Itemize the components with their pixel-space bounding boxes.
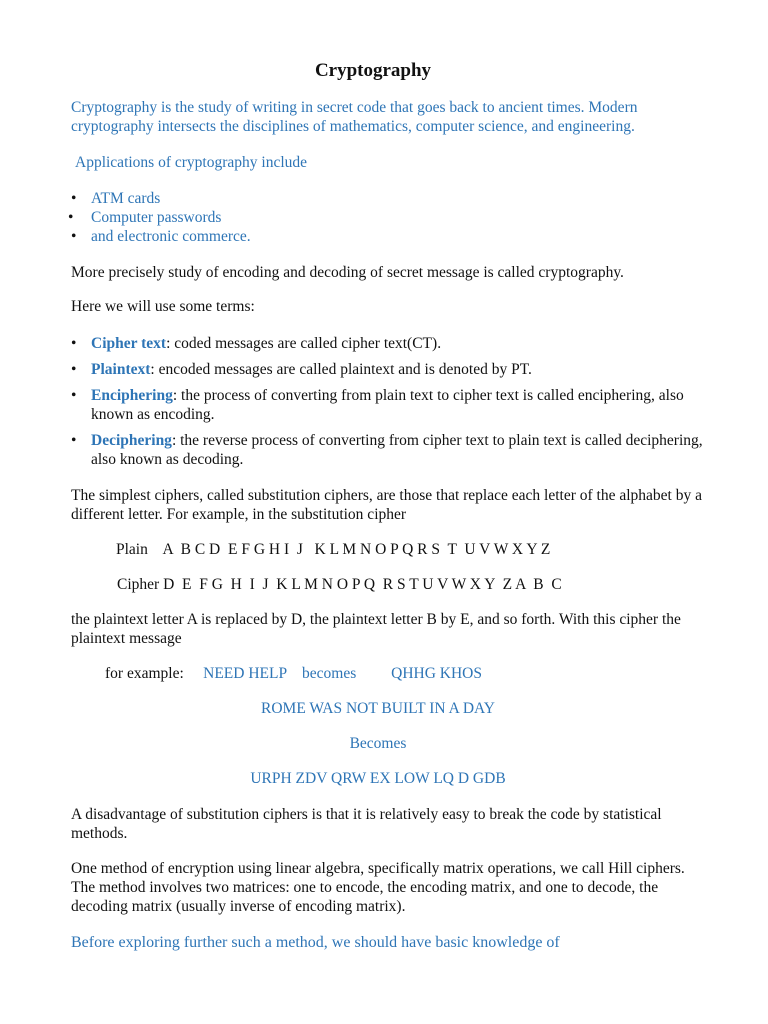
disadvantage-paragraph: A disadvantage of substitution ciphers is that it is relatively easy to break the code by statistical methods. — [71, 806, 662, 842]
bullet-icon: • — [71, 432, 77, 449]
example-cipher-2: URPH ZDV QRW EX LOW LQ D GDB — [250, 770, 506, 787]
cipher-label: Cipher — [117, 576, 160, 593]
bullet-icon: • — [71, 228, 77, 245]
example-becomes: becomes — [302, 665, 357, 682]
cipher-alphabet-row — [117, 575, 562, 594]
list-item: • Computer passwords — [68, 209, 222, 226]
list-item: • ATM cards — [71, 190, 161, 207]
terms-list — [71, 334, 721, 476]
example-plain-2: ROME WAS NOT BUILT IN A DAY — [261, 700, 495, 717]
term-label: Plaintext — [91, 361, 151, 378]
replacement-paragraph: the plaintext letter A is replaced by D, the plaintext letter B by E, and so forth. With this cipher the plaintext message — [71, 611, 681, 647]
example-row — [105, 664, 482, 683]
bullet-icon: • — [71, 190, 77, 207]
term-definition: : encoded messages are called plaintext and is denoted by PT. — [150, 361, 532, 378]
plain-alphabet-row — [116, 540, 550, 559]
example-cipher: QHHG KHOS — [391, 665, 482, 682]
applications-heading: Applications of cryptography include — [75, 154, 308, 171]
page-title: Cryptography — [314, 60, 432, 81]
hill-cipher-paragraph: One method of encryption using linear algebra, specifically matrix operations, we call Hill ciphers. The method involves two matrices: one to encode, the encoding matrix, and one to decode, the decoding matrix (usually inverse of encoding matrix). — [71, 860, 685, 915]
substitution-intro: The simplest ciphers, called substitution ciphers, are those that replace each letter of the alphabet by a different letter. For example, in the substitution cipher — [71, 487, 702, 523]
bullet-icon: • — [68, 209, 74, 226]
terms-intro: Here we will use some terms: — [71, 298, 255, 315]
plain-alphabet: A B C D E F G H I J K L M N O P Q R S T U V W X Y Z — [162, 541, 551, 558]
bullet-icon: • — [71, 361, 77, 378]
term-label: Cipher text — [91, 335, 167, 352]
term-label: Enciphering — [91, 387, 173, 404]
plain-label: Plain — [116, 541, 148, 558]
term-definition: : coded messages are called cipher text(CT). — [166, 335, 442, 352]
bullet-icon: • — [71, 387, 77, 404]
term-definition: : the reverse process of converting from cipher text to plain text is called deciphering, also known as decoding. — [91, 432, 703, 468]
example-plain: NEED HELP — [203, 665, 287, 682]
list-item — [71, 431, 721, 469]
bullet-icon: • — [71, 335, 77, 352]
applications-list — [68, 189, 721, 246]
before-exploring-paragraph: Before exploring further such a method, we should have basic knowledge of — [71, 934, 560, 951]
term-definition: : the process of converting from plain text to cipher text is called enciphering, also known as encoding. — [91, 387, 684, 423]
precise-definition: More precisely study of encoding and decoding of secret message is called cryptography. — [71, 264, 624, 281]
intro-paragraph: Cryptography is the study of writing in secret code that goes back to ancient times. Modern cryptography intersects the disciplines of mathematics, computer science, and engineering. — [71, 99, 638, 135]
cipher-alphabet: D E F G H I J K L M N O P Q R S T U V W X Y Z A B C — [163, 576, 562, 593]
list-item: • and electronic commerce. — [71, 228, 251, 245]
list-item — [71, 360, 721, 379]
list-item — [71, 334, 721, 353]
example-becomes-2: Becomes — [349, 735, 407, 752]
list-item — [71, 386, 721, 424]
term-label: Deciphering — [91, 432, 172, 449]
example-label: for example: — [105, 665, 184, 682]
